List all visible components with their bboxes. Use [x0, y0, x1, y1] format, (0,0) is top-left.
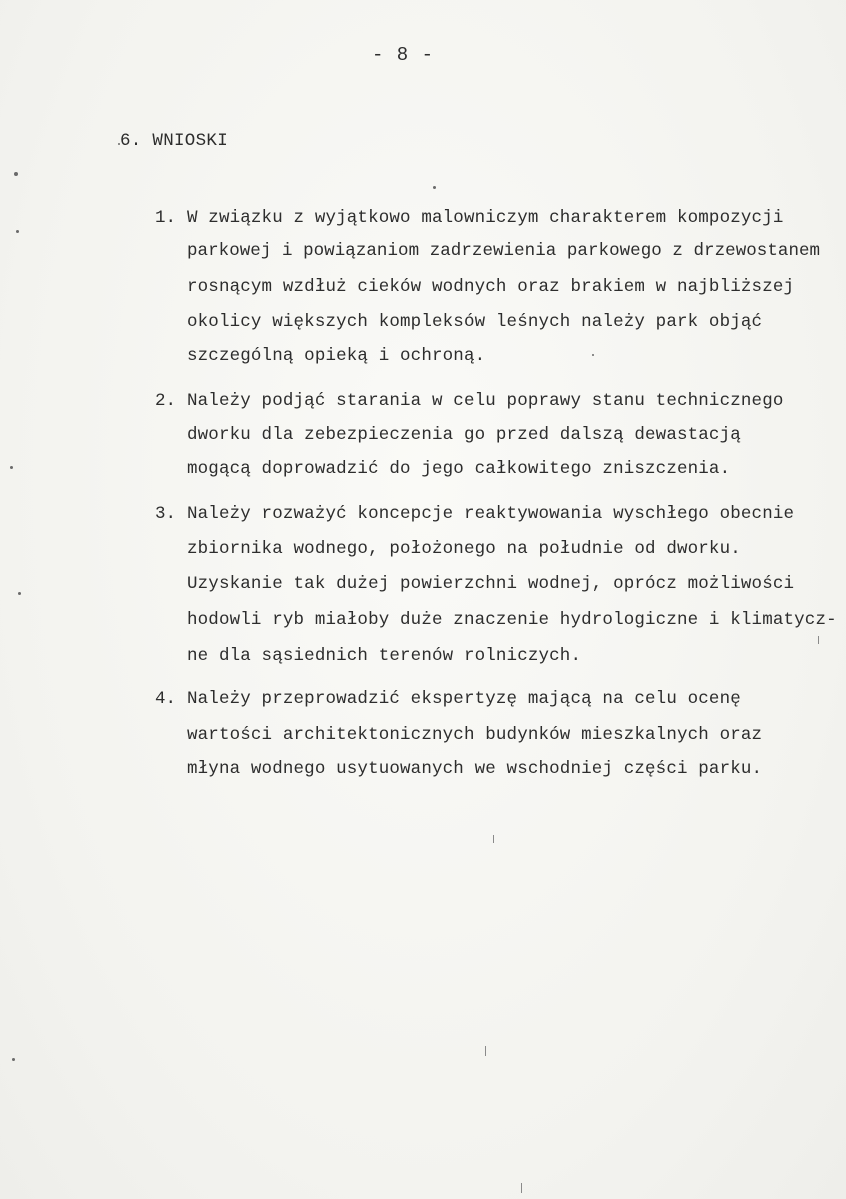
- item-number: 4.: [155, 689, 177, 709]
- item-number: 2.: [155, 391, 177, 411]
- section-heading: 6. WNIOSKI: [120, 131, 229, 151]
- item-line: dworku dla zebezpieczenia go przed dalszą dewastacją: [187, 425, 741, 445]
- scan-speck: [118, 143, 120, 145]
- item-line: szczególną opieką i ochroną.: [187, 346, 486, 366]
- scan-speck: [18, 592, 21, 595]
- scan-mark: [521, 1183, 522, 1193]
- scan-speck: [433, 186, 436, 189]
- page-number: - 8 -: [372, 44, 435, 66]
- scan-speck: [12, 1058, 15, 1061]
- item-number: 3.: [155, 504, 177, 524]
- item-line: ne dla sąsiednich terenów rolniczych.: [187, 646, 582, 666]
- item-line: okolicy większych kompleksów leśnych należy park objąć: [187, 312, 763, 332]
- scan-speck: [10, 466, 13, 469]
- item-line: Uzyskanie tak dużej powierzchni wodnej, oprócz możliwości: [187, 574, 795, 594]
- item-line: rosnącym wzdłuż cieków wodnych oraz brakiem w najbliższej: [187, 277, 795, 297]
- scan-speck: [16, 230, 19, 233]
- item-line: Należy przeprowadzić ekspertyzę mającą na celu ocenę: [187, 689, 741, 709]
- item-line: W związku z wyjątkowo malowniczym charakterem kompozycji: [187, 208, 784, 228]
- item-number: 1.: [155, 208, 177, 228]
- item-line: młyna wodnego usytuowanych we wschodniej części parku.: [187, 759, 763, 779]
- scan-mark: [485, 1046, 486, 1056]
- scan-mark: [493, 835, 494, 843]
- item-line: wartości architektonicznych budynków mieszkalnych oraz: [187, 725, 763, 745]
- item-line: hodowli ryb miałoby duże znaczenie hydrologiczne i klimatycz-: [187, 610, 837, 630]
- item-line: Należy podjąć starania w celu poprawy stanu technicznego: [187, 391, 784, 411]
- item-line: mogącą doprowadzić do jego całkowitego zniszczenia.: [187, 459, 731, 479]
- scan-mark: [818, 636, 819, 644]
- item-line: Należy rozważyć koncepcje reaktywowania wyschłego obecnie: [187, 504, 795, 524]
- item-line: zbiornika wodnego, położonego na południe od dworku.: [187, 539, 741, 559]
- scan-speck: [592, 354, 594, 356]
- item-line: parkowej i powiązaniom zadrzewienia parkowego z drzewostanem: [187, 241, 821, 261]
- scan-speck: [14, 172, 18, 176]
